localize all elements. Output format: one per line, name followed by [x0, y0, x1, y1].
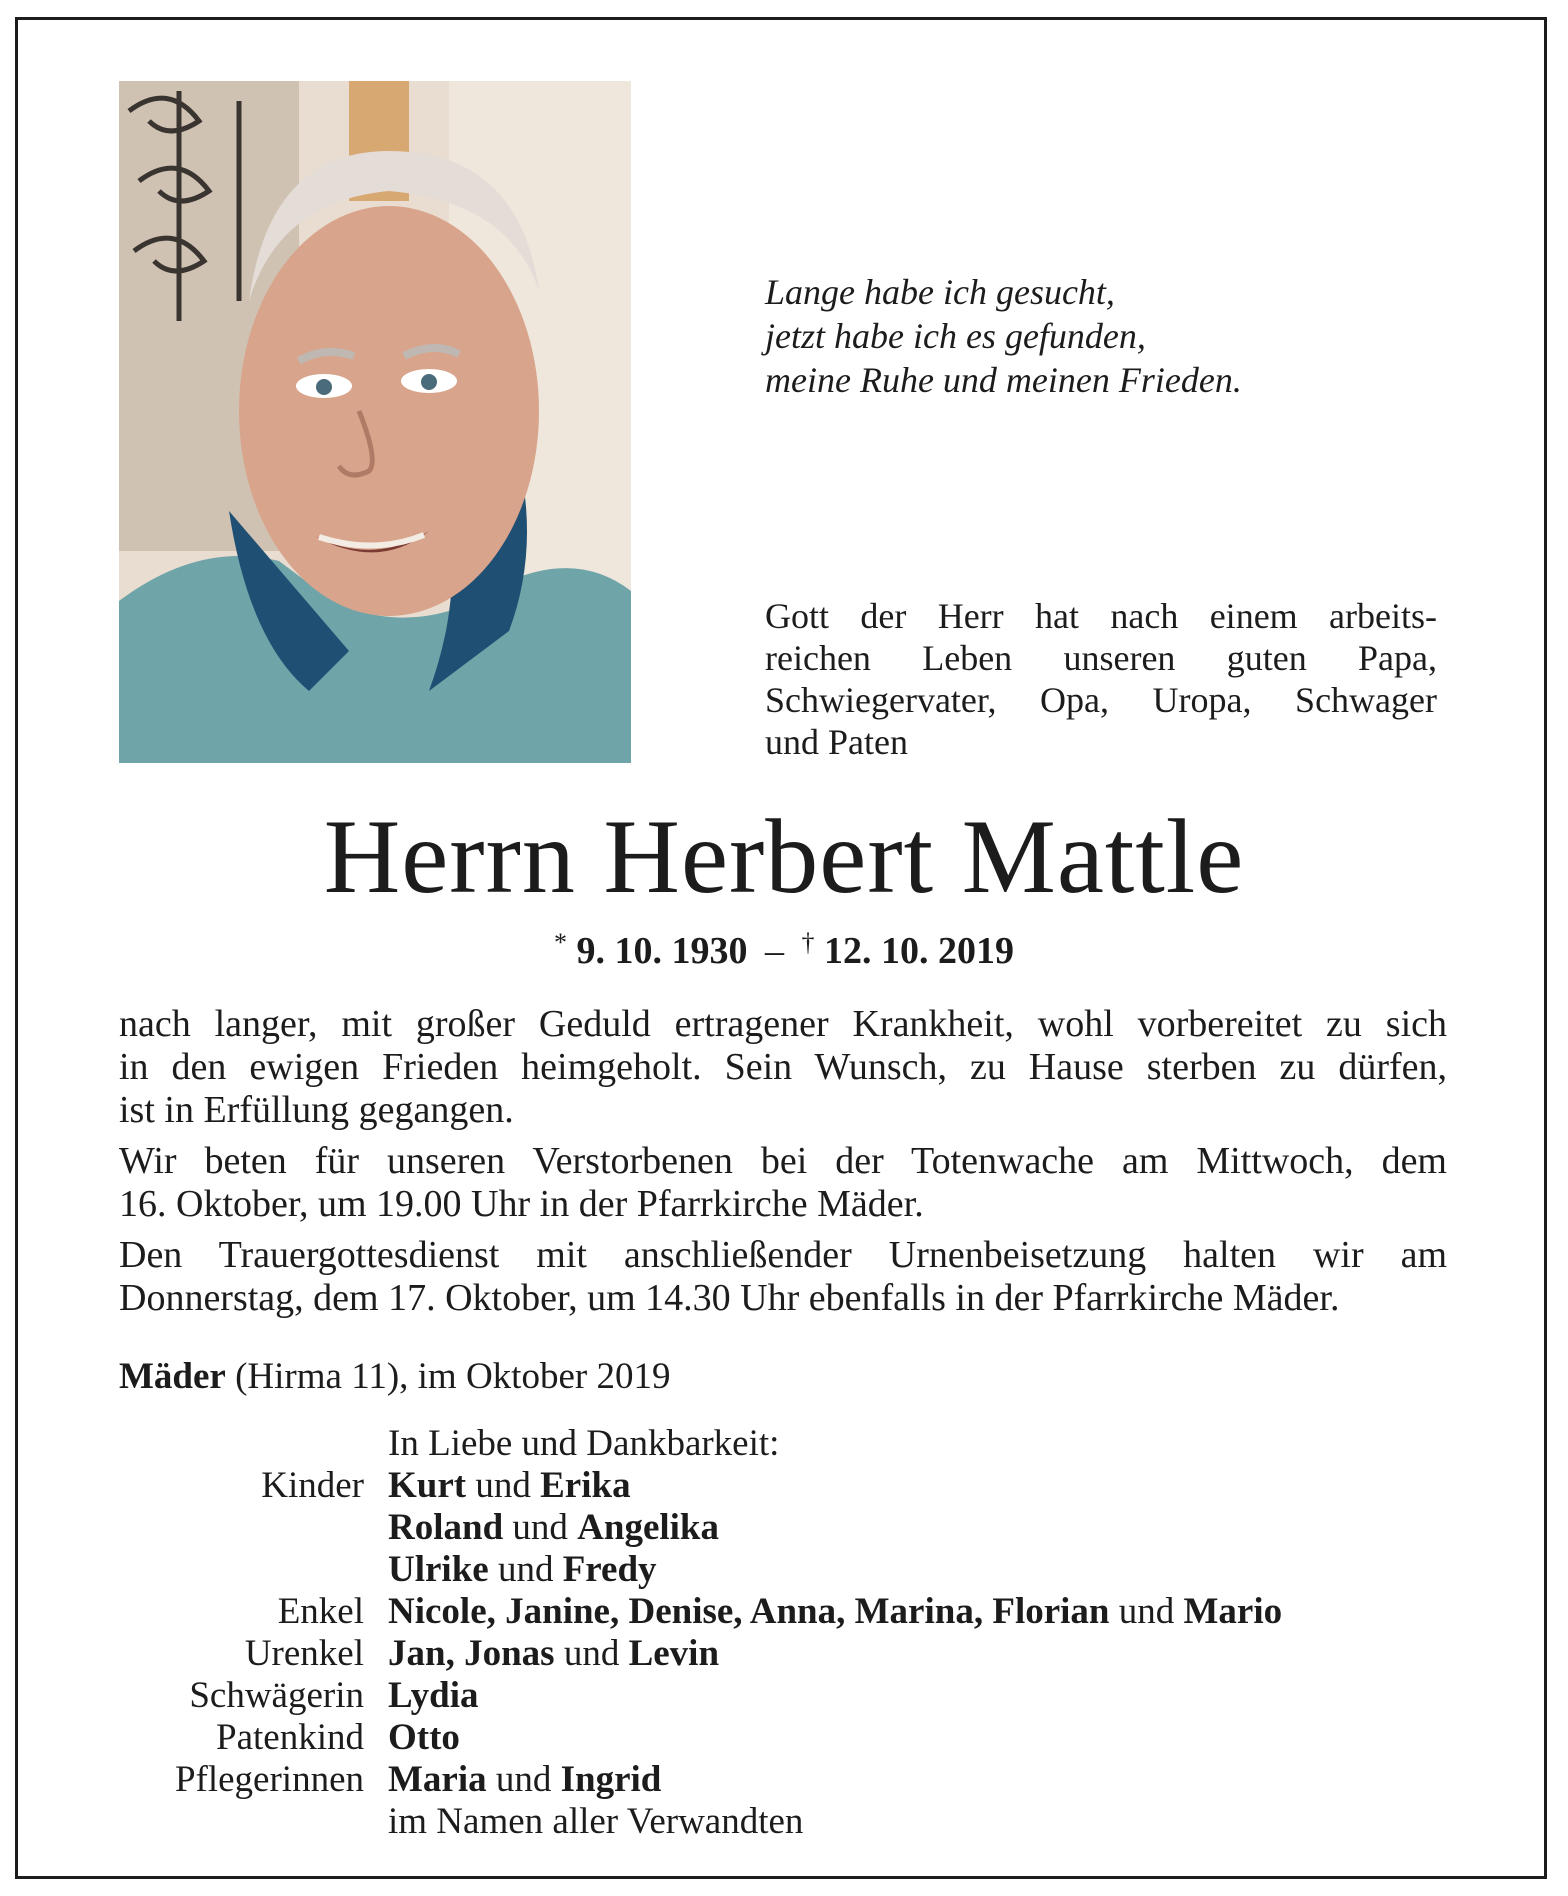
body-line: Wir beten für unseren Verstorbenen bei der Totenwache am Mittwoch, dem [119, 1140, 1447, 1182]
death-symbol: † [801, 928, 815, 957]
death-date: 12. 10. 2019 [824, 930, 1014, 972]
family-closing: im Namen aller Verwandten [388, 1801, 804, 1842]
connector: und [563, 1633, 620, 1674]
connector: und [497, 1549, 554, 1590]
family-row-kinder [119, 1465, 1282, 1507]
place-detail: (Hirma 11), im Oktober 2019 [225, 1356, 671, 1397]
family-row-urenkel [119, 1633, 1282, 1675]
body-line: ist in Erfüllung gegangen. [119, 1089, 514, 1131]
family-name: Lydia [388, 1675, 479, 1716]
body-line: Den Trauergottesdienst mit anschließender Urnenbeisetzung halten wir am [119, 1234, 1447, 1276]
family-row-kinder [119, 1549, 1282, 1591]
family-label: Urenkel [244, 1633, 364, 1674]
poem-line: meine Ruhe und meinen Frieden. [765, 360, 1242, 400]
family-name: Roland [388, 1507, 504, 1548]
paragraph-wake [119, 1140, 1447, 1226]
portrait-illustration [119, 81, 631, 763]
intro-line: reichen Leben unseren guten Papa, [765, 638, 1437, 678]
family-name: Nicole, Janine, Denise, Anna, Marina, Florian [388, 1591, 1110, 1632]
connector: und [475, 1465, 531, 1506]
announcement-body [119, 1003, 1447, 1328]
family-heading-row [119, 1423, 1282, 1465]
family-closing-row [119, 1801, 1282, 1843]
family-name: Maria [388, 1759, 487, 1800]
family-name: Ingrid [560, 1759, 662, 1800]
family-name: Mario [1183, 1591, 1283, 1632]
family-label: Kinder [261, 1465, 364, 1506]
birth-date: 9. 10. 1930 [576, 930, 748, 972]
poem-line: jetzt habe ich es gefunden, [765, 316, 1146, 356]
place-date-line [119, 1355, 670, 1399]
family-row-schwaegerin [119, 1675, 1282, 1717]
family-name: Erika [540, 1465, 631, 1506]
family-row-kinder [119, 1507, 1282, 1549]
family-row-pflegerinnen [119, 1759, 1282, 1801]
family-list [119, 1423, 1282, 1843]
portrait-photo [119, 81, 631, 763]
body-line: Donnerstag, dem 17. Oktober, um 14.30 Uhr ebenfalls in der Pfarrkirche Mäder. [119, 1277, 1340, 1319]
life-dates [0, 920, 1568, 974]
connector: und [512, 1507, 568, 1548]
family-name: Ulrike [388, 1549, 489, 1590]
family-heading: In Liebe und Dankbarkeit: [388, 1423, 780, 1464]
deceased-name: Herrn Herbert Mattle [323, 798, 1245, 915]
intro-text [765, 595, 1437, 763]
intro-line: Schwiegervater, Opa, Uropa, Schwager [765, 680, 1437, 720]
poem [765, 270, 1465, 402]
family-name: Jan, Jonas [388, 1633, 555, 1674]
paragraph-passing [119, 1003, 1447, 1132]
body-line: in den ewigen Frieden heimgeholt. Sein Wunsch, zu Hause sterben zu dürfen, [119, 1046, 1447, 1088]
family-name: Otto [388, 1717, 460, 1758]
intro-line: und Paten [765, 722, 908, 762]
date-separator: – [765, 930, 784, 972]
body-line: nach langer, mit großer Geduld ertragener Krankheit, wohl vorbereitet zu sich [119, 1003, 1447, 1045]
family-name: Levin [628, 1633, 720, 1674]
family-label: Pflegerinnen [174, 1759, 364, 1800]
family-name: Angelika [577, 1507, 720, 1548]
family-label: Schwägerin [189, 1675, 364, 1716]
paragraph-funeral [119, 1234, 1447, 1320]
family-label: Patenkind [216, 1717, 364, 1758]
connector: und [1118, 1591, 1175, 1632]
body-line: 16. Oktober, um 19.00 Uhr in der Pfarrkirche Mäder. [119, 1183, 924, 1225]
family-name: Fredy [562, 1549, 657, 1590]
birth-symbol: * [554, 928, 567, 957]
family-row-patenkind [119, 1717, 1282, 1759]
family-row-enkel [119, 1591, 1282, 1633]
connector: und [495, 1759, 552, 1800]
poem-line: Lange habe ich gesucht, [765, 272, 1115, 312]
intro-line: Gott der Herr hat nach einem arbeits- [765, 596, 1437, 636]
family-name: Kurt [388, 1465, 467, 1506]
family-label: Enkel [277, 1591, 364, 1632]
place-town: Mäder [119, 1356, 226, 1397]
